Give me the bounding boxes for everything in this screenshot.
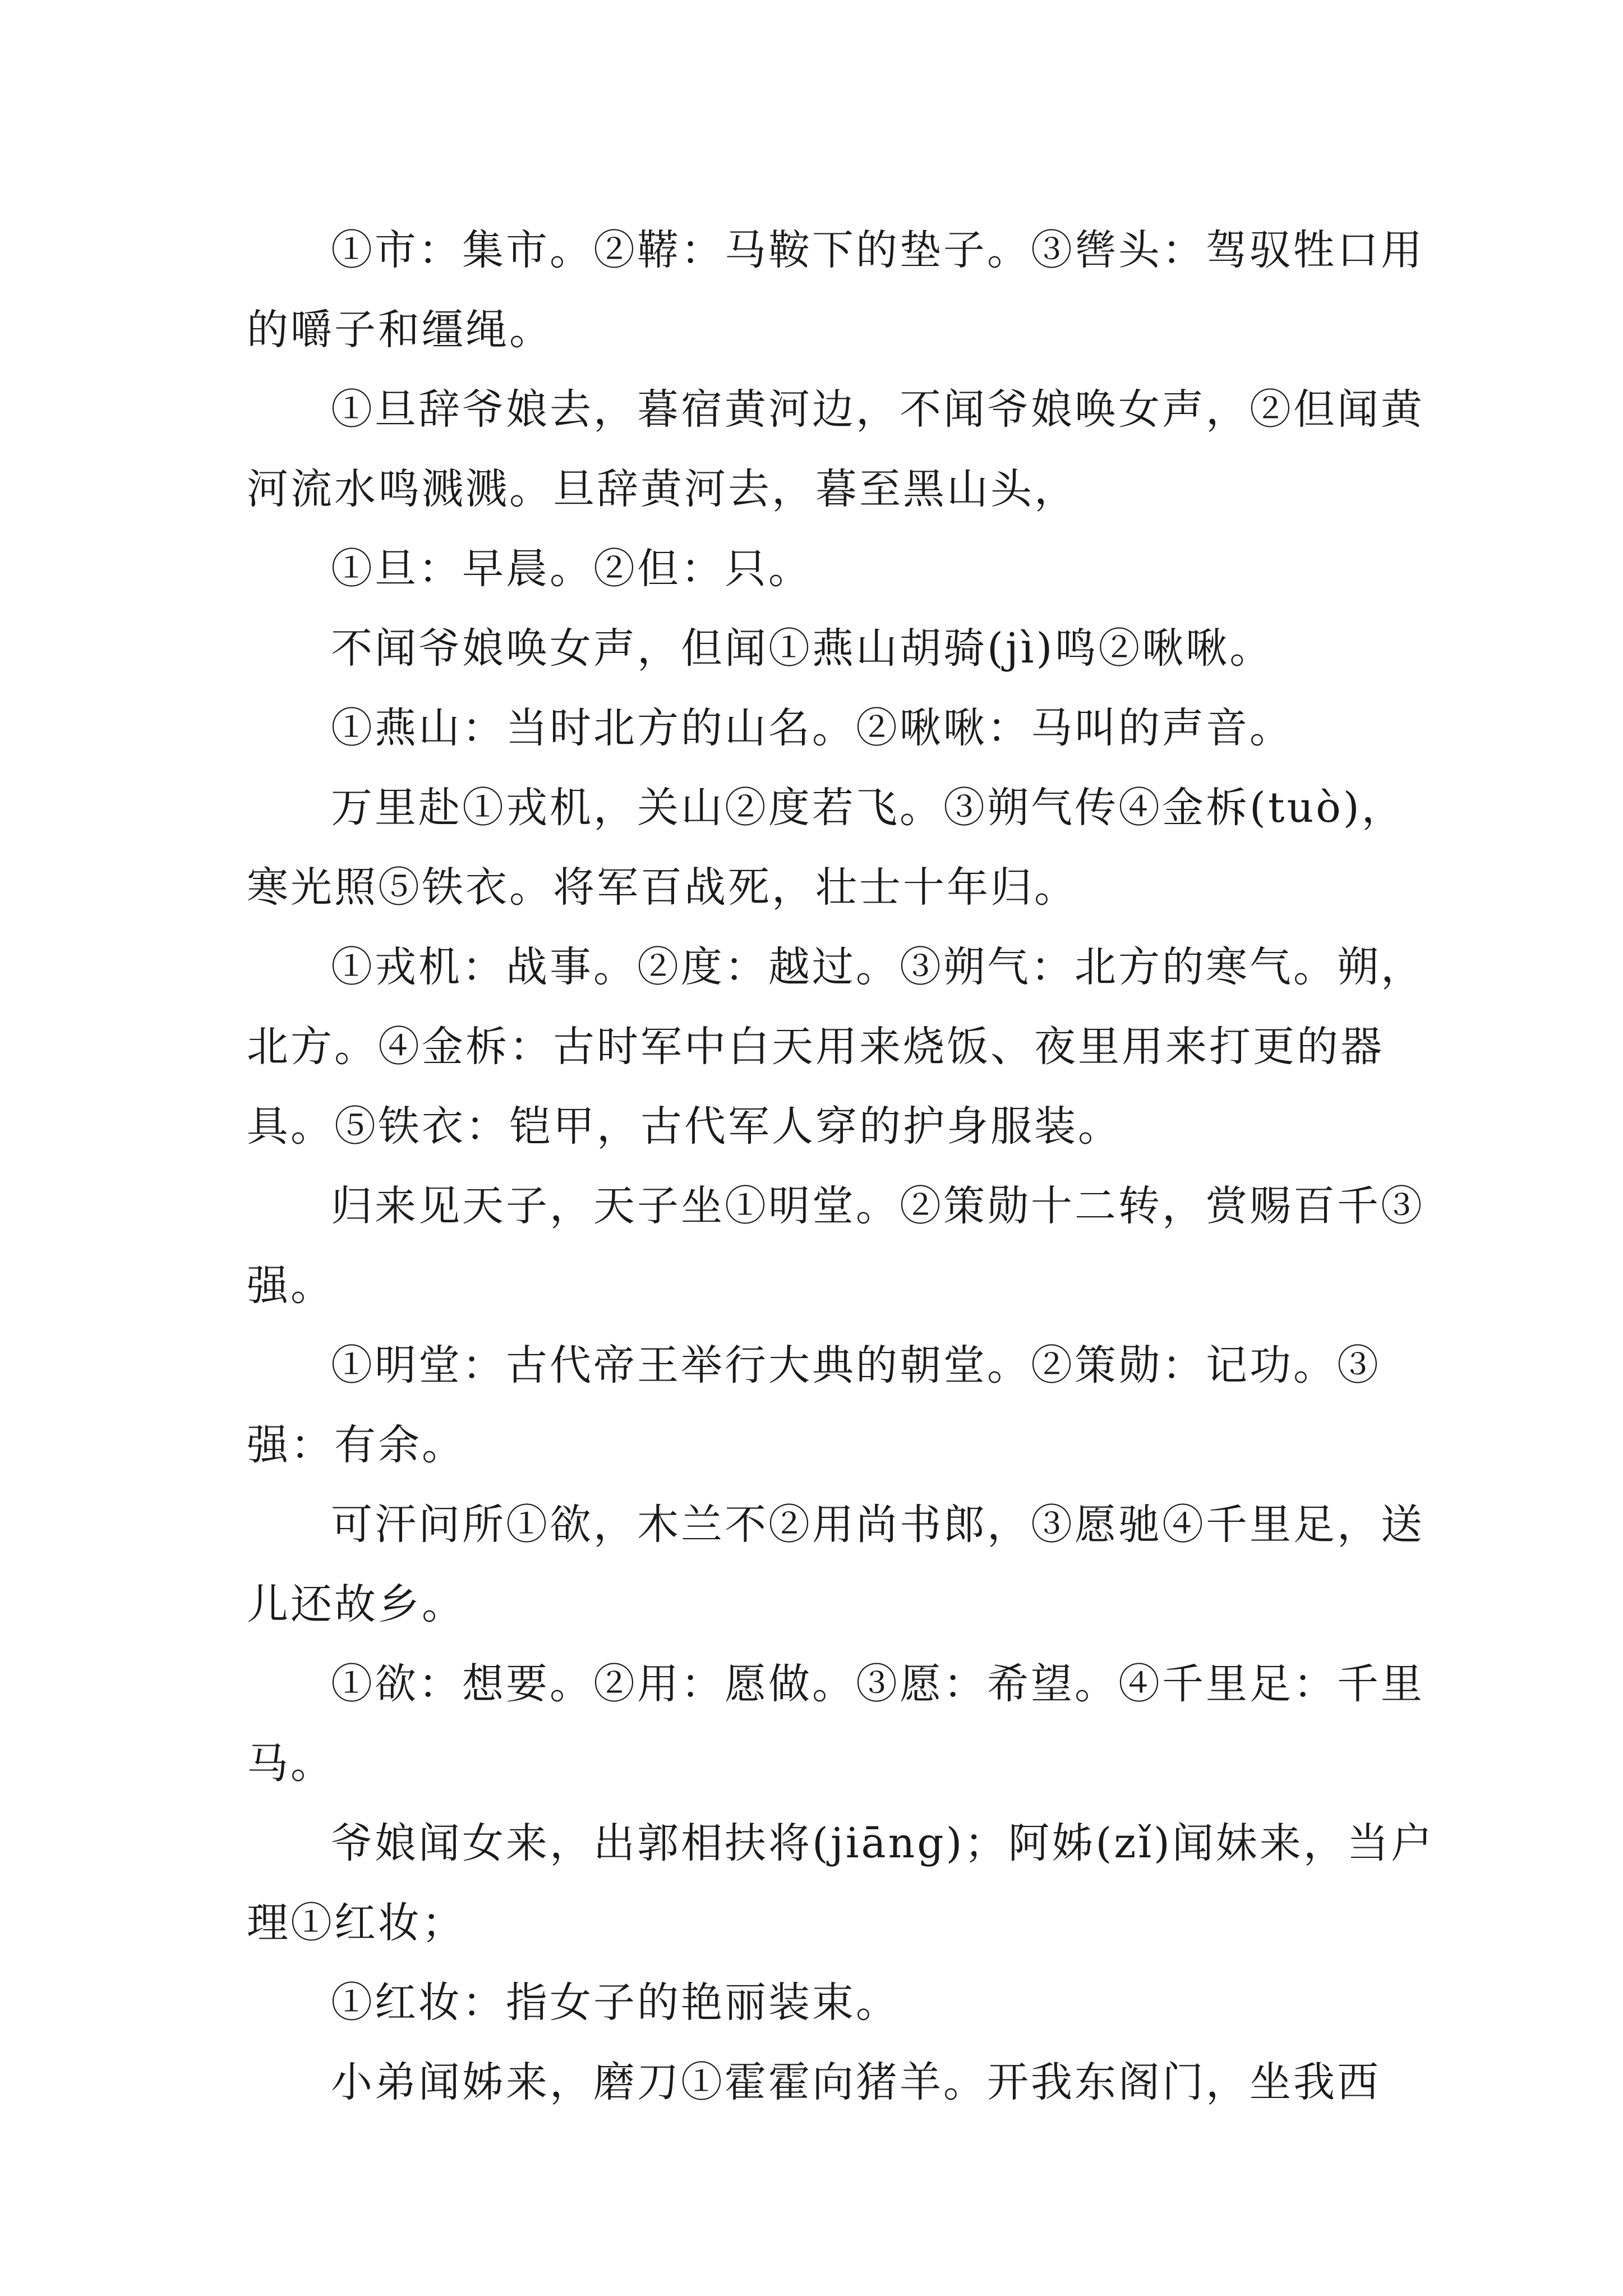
paragraph-14: 小弟闻姊来，磨刀①霍霍向猪羊。开我东阁门，坐我西	[331, 2058, 1381, 2106]
paragraph-13: ①红妆：指女子的艳丽装束。	[331, 1978, 900, 2027]
paragraph-11: ①欲：想要。②用：愿做。③愿：希望。④千里足：千里马。	[247, 1660, 1424, 1788]
paragraph-5: ①燕山：当时北方的山名。②啾啾：马叫的声音。	[331, 704, 1293, 752]
paragraph-3: ①旦：早晨。②但：只。	[331, 545, 812, 593]
paragraph-4: 不闻爷娘唤女声，但闻①燕山胡骑(jì)鸣②啾啾。	[331, 624, 1274, 673]
paragraph-1: ①市：集市。②鞯：马鞍下的垫子。③辔头：驾驭牲口用的嚼子和缰绳。	[247, 226, 1424, 354]
paragraph-8: 归来见天子，天子坐①明堂。②策勋十二转，赏赐百千③强。	[247, 1182, 1424, 1310]
paragraph-6: 万里赴①戎机，关山②度若飞。③朔气传④金柝(tuò)，寒光照⑤铁衣。将军百战死，壮士十年归。	[247, 784, 1405, 912]
paragraph-7: ①戎机：战事。②度：越过。③朔气：北方的寒气。朔，北方。④金柝：古时军中白天用来烧饭、夜里用来打更的器具。⑤铁衣：铠甲，古代军人穿的护身服装。	[247, 943, 1424, 1151]
document-body	[247, 210, 1436, 2122]
paragraph-12: 爷娘闻女来，出郭相扶将(jiāng)；阿姊(zǐ)闻妹来，当户理①红妆；	[247, 1819, 1435, 1947]
paragraph-9: ①明堂：古代帝王举行大典的朝堂。②策勋：记功。③强：有余。	[247, 1341, 1381, 1469]
paragraph-2: ①旦辞爷娘去，暮宿黄河边，不闻爷娘唤女声，②但闻黄河流水鸣溅溅。旦辞黄河去，暮至黑山头，	[247, 385, 1424, 513]
paragraph-10: 可汗问所①欲，木兰不②用尚书郎，③愿驰④千里足，送儿还故乡。	[247, 1501, 1424, 1628]
